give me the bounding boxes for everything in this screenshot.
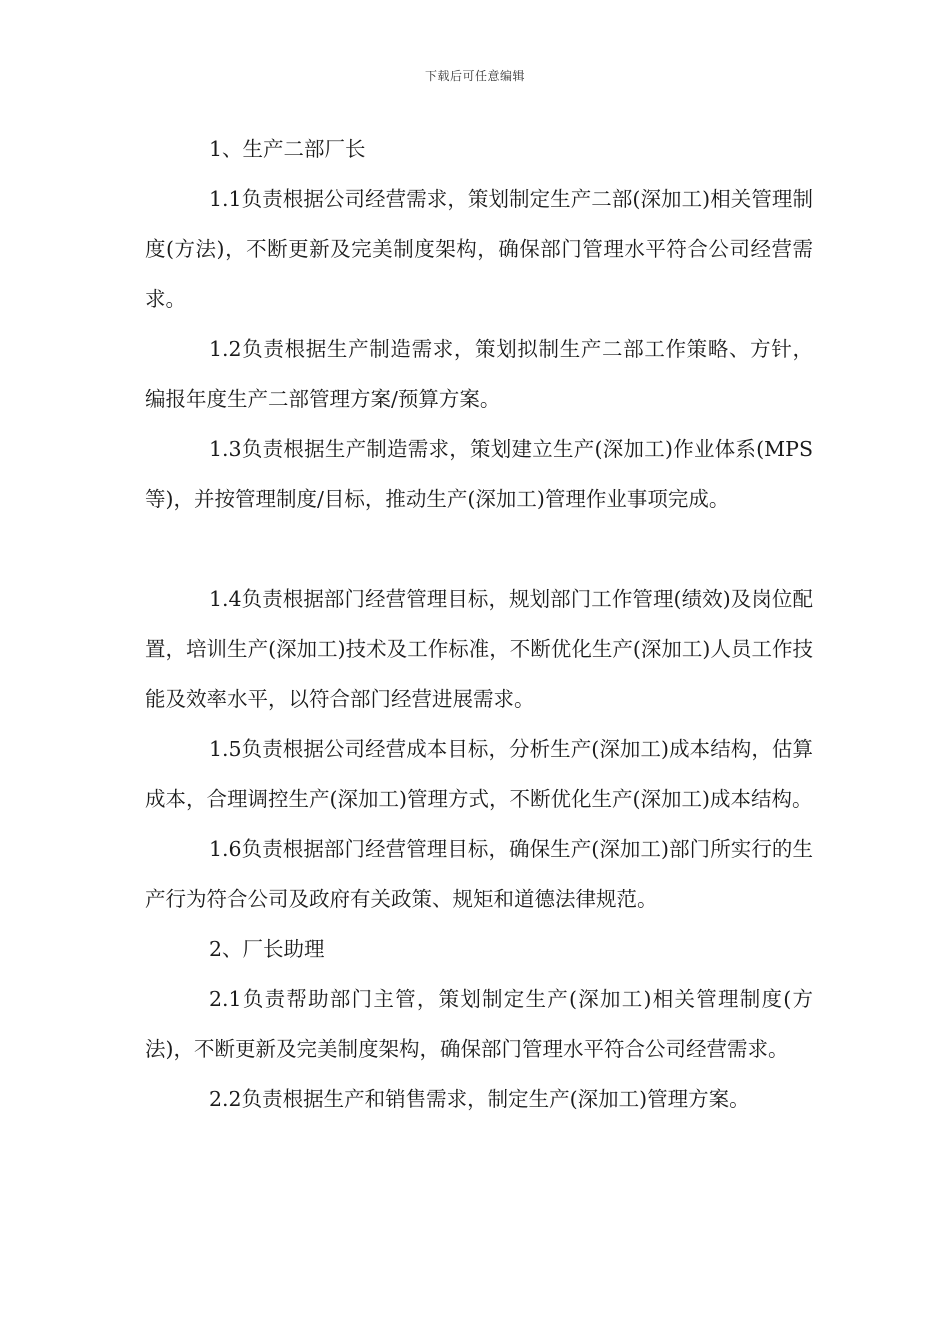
paragraph-1-3: 1.3负责根据生产制造需求，策划建立生产(深加工)作业体系(MPS等)，并按管理制度/目标，推动生产(深加工)管理作业事项完成。 — [145, 437, 813, 511]
paragraph-1-4: 1.4负责根据部门经营管理目标，规划部门工作管理(绩效)及岗位配置，培训生产(深加工)技术及工作标准，不断优化生产(深加工)人员工作技能及效率水平，以符合部门经营进展需求。 — [145, 587, 813, 711]
document-body — [145, 124, 813, 1124]
paragraph-1-2: 1.2负责根据生产制造需求，策划拟制生产二部工作策略、方针，编报年度生产二部管理方案/预算方案。 — [145, 337, 813, 411]
paragraph-2-2: 2.2负责根据生产和销售需求，制定生产(深加工)管理方案。 — [209, 1087, 750, 1111]
paragraph-1-6: 1.6负责根据部门经营管理目标，确保生产(深加工)部门所实行的生产行为符合公司及政府有关政策、规矩和道德法律规范。 — [145, 837, 813, 911]
paragraph-1-1: 1.1负责根据公司经营需求，策划制定生产二部(深加工)相关管理制度(方法)，不断更新及完美制度架构，确保部门管理水平符合公司经营需求。 — [145, 187, 813, 311]
section-heading-1: 1、生产二部厂长 — [209, 137, 366, 161]
section-heading-2: 2、厂长助理 — [209, 937, 325, 961]
paragraph-1-5: 1.5负责根据公司经营成本目标，分析生产(深加工)成本结构，估算成本，合理调控生产(深加工)管理方式，不断优化生产(深加工)成本结构。 — [145, 737, 813, 811]
page-header-note: 下载后可任意编辑 — [424, 69, 525, 83]
paragraph-2-1: 2.1负责帮助部门主管，策划制定生产(深加工)相关管理制度(方法)，不断更新及完美制度架构，确保部门管理水平符合公司经营需求。 — [145, 987, 813, 1061]
